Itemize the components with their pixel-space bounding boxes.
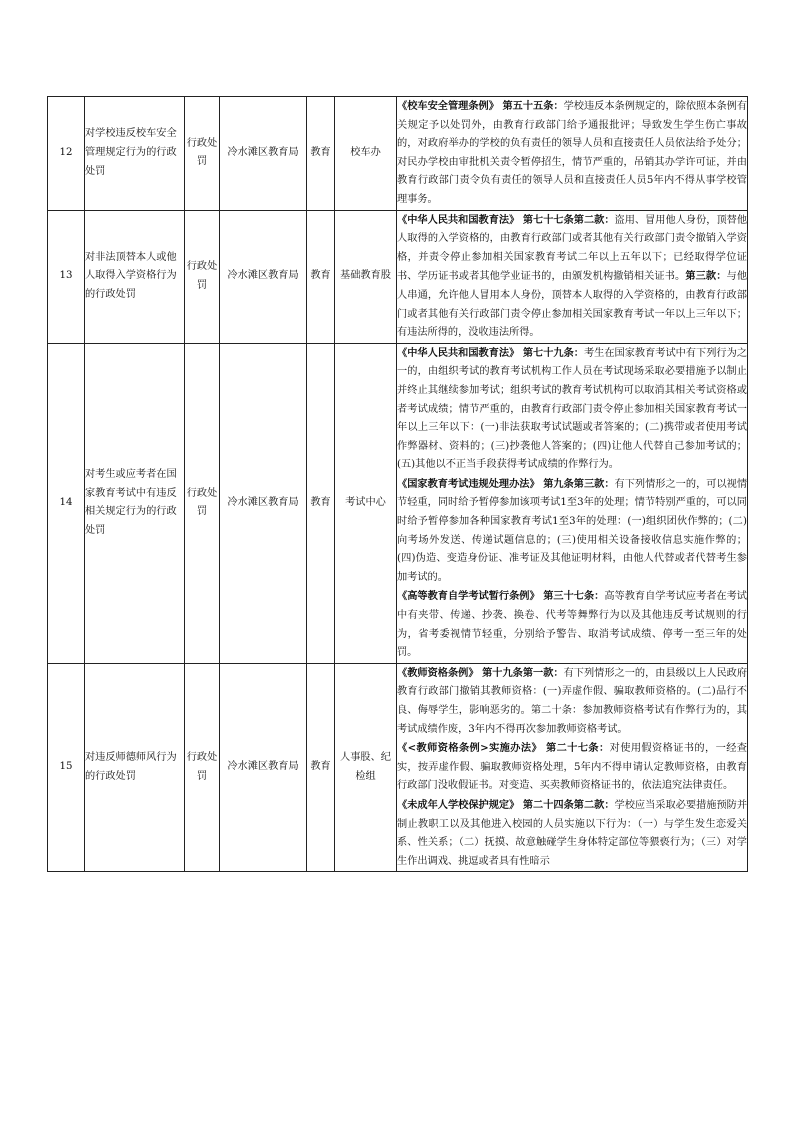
legal-basis-paragraph	[397, 344, 747, 475]
item-category: 教育	[307, 343, 335, 663]
responsible-department: 人事股、纪检组	[335, 663, 397, 872]
implementing-authority: 冷水滩区教育局	[220, 97, 307, 211]
regulation-citation: 《国家教育考试违规处理办法》 第九条第三款：	[397, 477, 615, 490]
regulation-text: 高等教育自学考试应考者在考试中有夹带、传递、抄袭、换卷、代考等舞弊行为以及其他违反考试规则的行为，省考委视情节轻重，分别给予警告、取消考试成绩、停考一至三年的处罚。	[397, 591, 747, 659]
legal-basis	[397, 343, 748, 663]
regulation-text: 学校违反本条例规定的，除依照本条例有关规定予以处罚外，由教育行政部门给予通报批评；导致发生学生伤亡事故的，对政府举办的学校的负有责任的领导人员和直接责任人员依法给予处分；对民办学校由审批机关责令暂停招生，情节严重的，吊销其办学许可证，并由教育行政部门责令负有责任的领导人员和直接责任人员5年内不得从事学校管理事务。	[397, 101, 748, 205]
legal-basis	[397, 97, 748, 211]
item-name: 对非法顶替本人或他人取得入学资格行为的行政处罚	[85, 210, 185, 343]
table-row	[48, 210, 748, 343]
legal-basis-paragraph	[397, 796, 747, 871]
row-number: 15	[48, 663, 85, 872]
regulation-text: 考生在国家教育考试中有下列行为之一的，由组织考试的教育考试机构工作人员在考试现场采取必要措施予以制止并终止其继续参加考试；组织考试的教育考试机构可以取消其相关考试资格或者考试成绩；情节严重的，由教育行政部门责令停止参加相关国家教育考试一年以上三年以下：(一)非法获取考试试题或者答案的；(二)携带或者使用考试作弊器材、资料的；(三)抄袭他人答案的；(四)让他人代替自己参加考试的；(五)其他以不正当手段获得考试成绩的作弊行为。	[397, 347, 748, 471]
legal-basis-paragraph	[397, 97, 747, 210]
legal-basis-paragraph	[397, 587, 747, 662]
regulation-text: 学校应当采取必要措施预防并制止教职工以及其他进入校园的人员实施以下行为：（一）与学生发生恋爱关系、性关系；（二）抚摸、故意触碰学生身体特定部位等猥亵行为；（三）对学生作出调戏、挑逗或者具有性暗示	[397, 799, 748, 867]
row-number: 12	[48, 97, 85, 211]
item-category: 教育	[307, 663, 335, 872]
item-name: 对学校违反校车安全管理规定行为的行政处罚	[85, 97, 185, 211]
regulation-citation: 《未成年人学校保护规定》 第二十四条第二款：	[397, 798, 615, 811]
item-type: 行政处罚	[185, 663, 220, 872]
item-type: 行政处罚	[185, 97, 220, 211]
responsible-department: 校车办	[335, 97, 397, 211]
item-name: 对考生或应考者在国家教育考试中有违反相关规定行为的行政处罚	[85, 343, 185, 663]
row-number: 13	[48, 210, 85, 343]
legal-basis	[397, 663, 748, 872]
regulation-citation: 《校车安全管理条例》 第五十五条：	[397, 100, 564, 112]
implementing-authority: 冷水滩区教育局	[220, 663, 307, 872]
legal-basis	[397, 210, 748, 343]
penalty-table	[47, 96, 748, 872]
legal-basis-paragraph	[397, 475, 747, 588]
regulation-text: 与他人串通，允许他人冒用本人身份，顶替本人取得的入学资格的，由教育行政部门或者其他有关行政部门责令停止参加相关国家教育考试一年以上三年以下；有违法所得的，没收违法所得。	[397, 271, 748, 339]
table-row	[48, 97, 748, 211]
legal-basis-paragraph	[397, 664, 747, 739]
regulation-citation: 《高等教育自学考试暂行条例》 第三十七条：	[397, 590, 605, 603]
regulation-text: 有下列情形之一的，可以视情节轻重，同时给予暂停参加该项考试1至3年的处理；情节特别严重的，可以同时给予暂停参加各种国家教育考试1至3年的处理：(一)组织团伙作弊的；(二)向考场外发送、传递试题信息的；(三)使用相关设备接收信息实施作弊的；(四)伪造、变造身份证、准考证及其他证明材料，由他人代替或者代替考生参加考试的。	[397, 478, 748, 583]
regulation-text: 对使用假资格证书的，一经查实，按弄虚作假、骗取教师资格处理，5年内不得申请认定教师资格，由教育行政部门没收假证书。对变造、买卖教师资格证书的，依法追究法律责任。	[397, 743, 747, 792]
regulation-text: 有下列情形之一的，由县级以上人民政府教育行政部门撤销其教师资格：(一)弄虚作假、骗取教师资格的。(二)品行不良、侮辱学生，影响恶劣的。第二十条：参加教师资格考试有作弊行为的，其考试成绩作废，3年内不得再次参加教师资格考试。	[397, 667, 748, 735]
item-category: 教育	[307, 210, 335, 343]
responsible-department: 考试中心	[335, 343, 397, 663]
item-type: 行政处罚	[185, 210, 220, 343]
table-row	[48, 663, 748, 872]
item-name: 对违反师德师风行为的行政处罚	[85, 663, 185, 872]
regulation-citation: 第三款：	[685, 270, 727, 283]
item-type: 行政处罚	[185, 343, 220, 663]
regulation-citation: 《中华人民共和国教育法》 第七十七条第二款：	[397, 213, 615, 226]
regulation-citation: 《教师资格条例》 第十九条第一款：	[397, 666, 564, 679]
implementing-authority: 冷水滩区教育局	[220, 343, 307, 663]
table-row	[48, 343, 748, 663]
regulation-citation: 《中华人民共和国教育法》 第七十九条：	[397, 346, 584, 359]
responsible-department: 基础教育股	[335, 210, 397, 343]
legal-basis-paragraph	[397, 739, 747, 796]
regulation-citation: 《<教师资格条例>实施办法》 第二十七条：	[397, 742, 610, 755]
implementing-authority: 冷水滩区教育局	[220, 210, 307, 343]
item-category: 教育	[307, 97, 335, 211]
row-number: 14	[48, 343, 85, 663]
legal-basis-paragraph	[397, 211, 747, 343]
regulation-text: 盗用、冒用他人身份，顶替他人取得的入学资格的，由教育行政部门或者其他有关行政部门责令撤销入学资格，并责令停止参加相关国家教育考试二年以上五年以下；已经取得学位证书、学历证书或者其他学业证书的，由颁发机构撤销相关证书。	[397, 214, 748, 283]
